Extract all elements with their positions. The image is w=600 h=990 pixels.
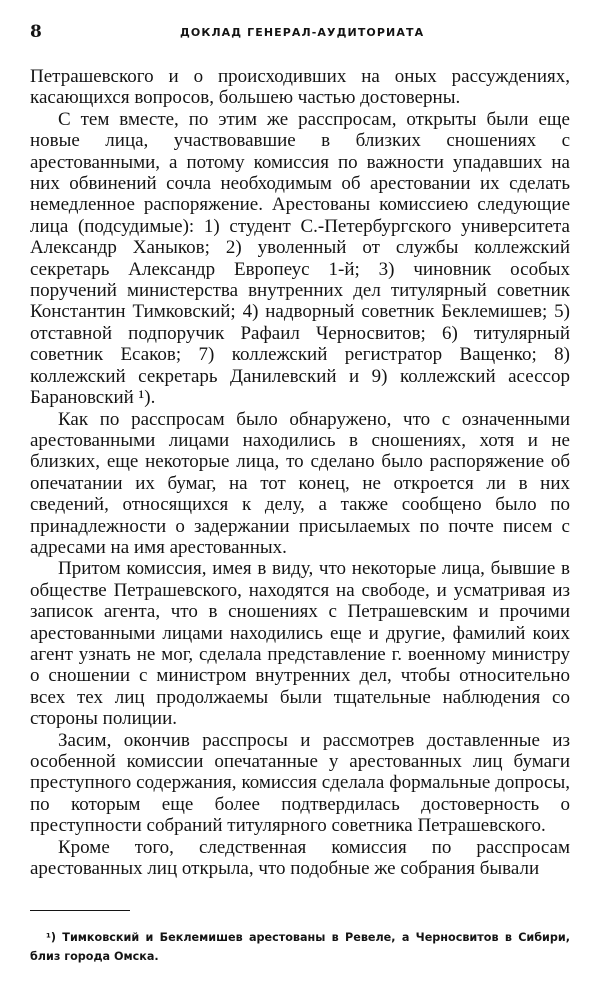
running-title: ДОКЛАД ГЕНЕРАЛ-АУДИТОРИАТА (180, 26, 425, 39)
footnote-text: ¹) Тимковский и Беклемишев арестованы в Ревеле, а Черносвитов в Сибири, близ города Омска. (30, 931, 570, 963)
paragraph: С тем вместе, по этим же расспросам, открыты были еще новые лица, участвовавшие в близких сношениях с арестованными, а потому комиссия по важности упадавших на них обвинений сочла необходимым об арестовании их сделать немедленное распоряжение. Арестованы комиссиею следующие лица (подсудимые): 1) студент С.-Петербургского университета Александр Ханыков; 2) уволенный от службы коллежский секретарь Александр Европеус 1-й; 3) чиновник особых поручений министерства внутренних дел титулярный советник Константин Тимковский; 4) надворный советник Беклемишев; 5) отставной подпоручик Рафаил Черносвитов; 6) титулярный советник Есаков; 7) коллежский регистратор Ващенко; 8) коллежский секретарь Данилевский и 9) коллежский асессор Барановский ¹). (30, 108, 570, 409)
footnote-divider (30, 910, 130, 911)
paragraph: Засим, окончив расспросы и рассмотрев доставленные из особенной комиссии опечатанные у арестованных лиц бумаги преступного содержания, комиссия сделала формальные допросы, по которым еще более подтвердилась достоверность о преступности собраний титулярного советника Петрашевского. (30, 729, 570, 837)
paragraph-continuation: Петрашевского и о происходивших на оных рассуждениях, касающихся вопросов, большею частью достоверны. (30, 66, 570, 109)
paragraph: Кроме того, следственная комиссия по расспросам арестованных лиц открыла, что подобные же собрания бывали (30, 836, 570, 880)
book-page (30, 22, 570, 972)
page-number: 8 (30, 22, 42, 42)
body-text (30, 66, 570, 879)
paragraph: Притом комиссия, имея в виду, что некоторые лица, бывшие в обществе Петрашевского, находятся на свободе, и усматривая из записок агента, что в сношениях с Петрашевским и прочими арестованными лицами находились еще и другие, фамилий коих агент узнать не мог, сделала представление г. военному министру о сношении с министром внутренних дел, чтобы относительно всех тех лиц продолжаемы были тщательные наблюдения со стороны полиции. (30, 558, 570, 730)
footnote (30, 928, 570, 966)
paragraph: Как по расспросам было обнаружено, что с означенными арестованными лицами находились в сношениях, хотя и не близких, еще некоторые лица, то сделано было распоряжение об опечатании их бумаг, на тот конец, не откроется ли в них сведений, относящихся к делу, а также сообщено было по принадлежности о задержании присылаемых по почте писем с адресами на имя арестованных. (30, 408, 570, 558)
page-header (30, 22, 570, 46)
